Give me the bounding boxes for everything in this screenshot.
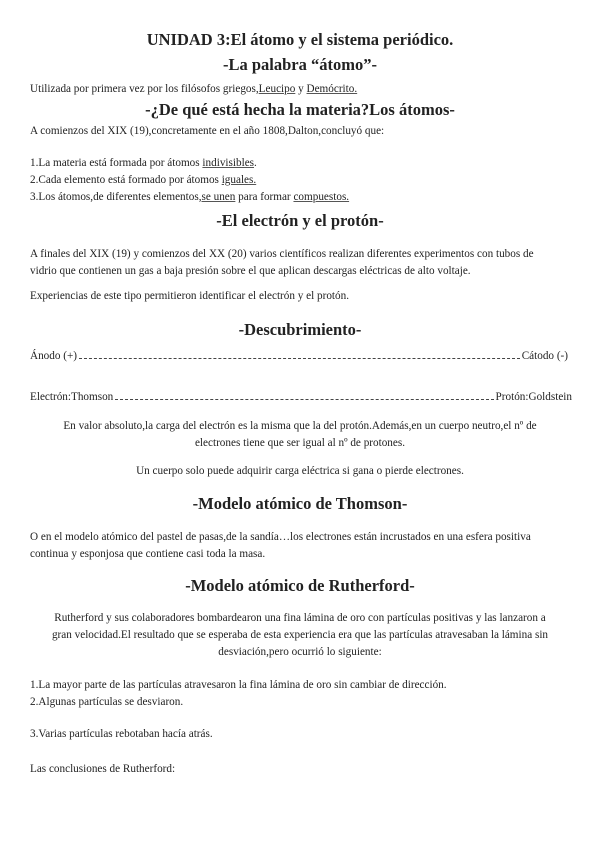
leucipo-term: Leucipo [258,83,296,95]
charge-line-3: Un cuerpo solo puede adquirir carga eléctrica si gana o pierde electrones. [136,465,464,477]
rutherford-conclusions: Las conclusiones de Rutherford: [30,763,176,775]
item-underlined: indivisibles [202,157,255,169]
heading-thomson: -Modelo atómico de Thomson- [192,494,408,513]
thomson-line-2: continua y esponjosa que contiene casi toda la masa. [30,548,266,560]
item-text: para formar [235,191,294,203]
origin-text: Utilizada por primera vez por los filósofos griegos, [30,83,259,95]
rutherford-line-3: desviación,pero ocurrió lo siguiente: [218,646,382,658]
electron-proton-line [30,391,572,403]
electron-label: Electrón:Thomson [30,391,114,403]
proton-label: Protón:Goldstein [495,391,572,403]
item-text: 1.La materia está formada por átomos [30,157,203,169]
heading-electron-proton: -El electrón y el protón- [216,211,384,230]
paragraph-identify: Experiencias de este tipo permitieron identificar el electrón y el protón. [30,290,350,302]
item-underlined: compuestos. [293,191,350,203]
anode-label: Ánodo (+) [30,350,78,362]
dalton-item-2 [30,174,256,186]
heading-rutherford: -Modelo atómico de Rutherford- [185,576,415,595]
item-text: 3.Los átomos,de diferentes elementos, [30,191,202,203]
heading-palabra-atomo: -La palabra “átomo”- [223,55,377,74]
rutherford-line-1: Rutherford y sus colaboradores bombardearon una fina lámina de oro con partículas positivas y las lanzaron a [54,612,546,624]
paragraph-experiments-line2: vidrio que contienen un gas a baja presión sobre el que aplican descargas eléctricas de alto voltaje. [30,265,471,277]
cathode-label: Cátodo (-) [521,350,568,362]
paragraph-experiments-line1: A finales del XIX (19) y comienzos del XX (20) varios científicos realizan diferentes experimentos con tubos de [30,248,534,260]
conjunction: y [295,83,307,95]
item-text: . [254,157,257,169]
rutherford-item-1: 1.La mayor parte de las partículas atravesaron la fina lámina de oro sin cambiar de dirección. [30,679,447,691]
charge-line-2: electrones tiene que ser igual al nº de protones. [194,437,406,449]
item-text: 2.Cada elemento está formado por átomos [30,174,222,186]
page-title: UNIDAD 3:El átomo y el sistema periódico. [146,30,454,49]
heading-materia: -¿De qué está hecha la materia?Los átomos- [145,100,455,119]
dashed-connector [115,399,493,400]
rutherford-item-2: 2.Algunas partículas se desviaron. [30,696,184,708]
dalton-item-1 [30,157,257,169]
item-underlined: se unen [201,191,236,203]
dalton-intro: A comienzos del XIX (19),concretamente en el año 1808,Dalton,concluyó que: [30,125,385,137]
anode-cathode-line [30,350,568,362]
rutherford-line-2: gran velocidad.El resultado que se esperaba de esta experiencia era que las partículas atravesaban la lámina sin [51,629,549,641]
charge-line-1: En valor absoluto,la carga del electrón es la misma que la del protón.Además,en un cuerpo neutro,el nº de [63,420,537,432]
democrito-term: Demócrito. [306,83,358,95]
dalton-item-3 [30,191,349,203]
paragraph-origin [30,83,357,95]
heading-descubrimiento: -Descubrimiento- [238,320,362,339]
dashed-connector [79,358,520,359]
rutherford-item-3: 3.Varias partículas rebotaban hacía atrás. [30,728,213,740]
thomson-line-1: O en el modelo atómico del pastel de pasas,de la sandía…los electrones están incrustados en una esfera positiva [30,531,531,543]
item-underlined: iguales. [221,174,257,186]
